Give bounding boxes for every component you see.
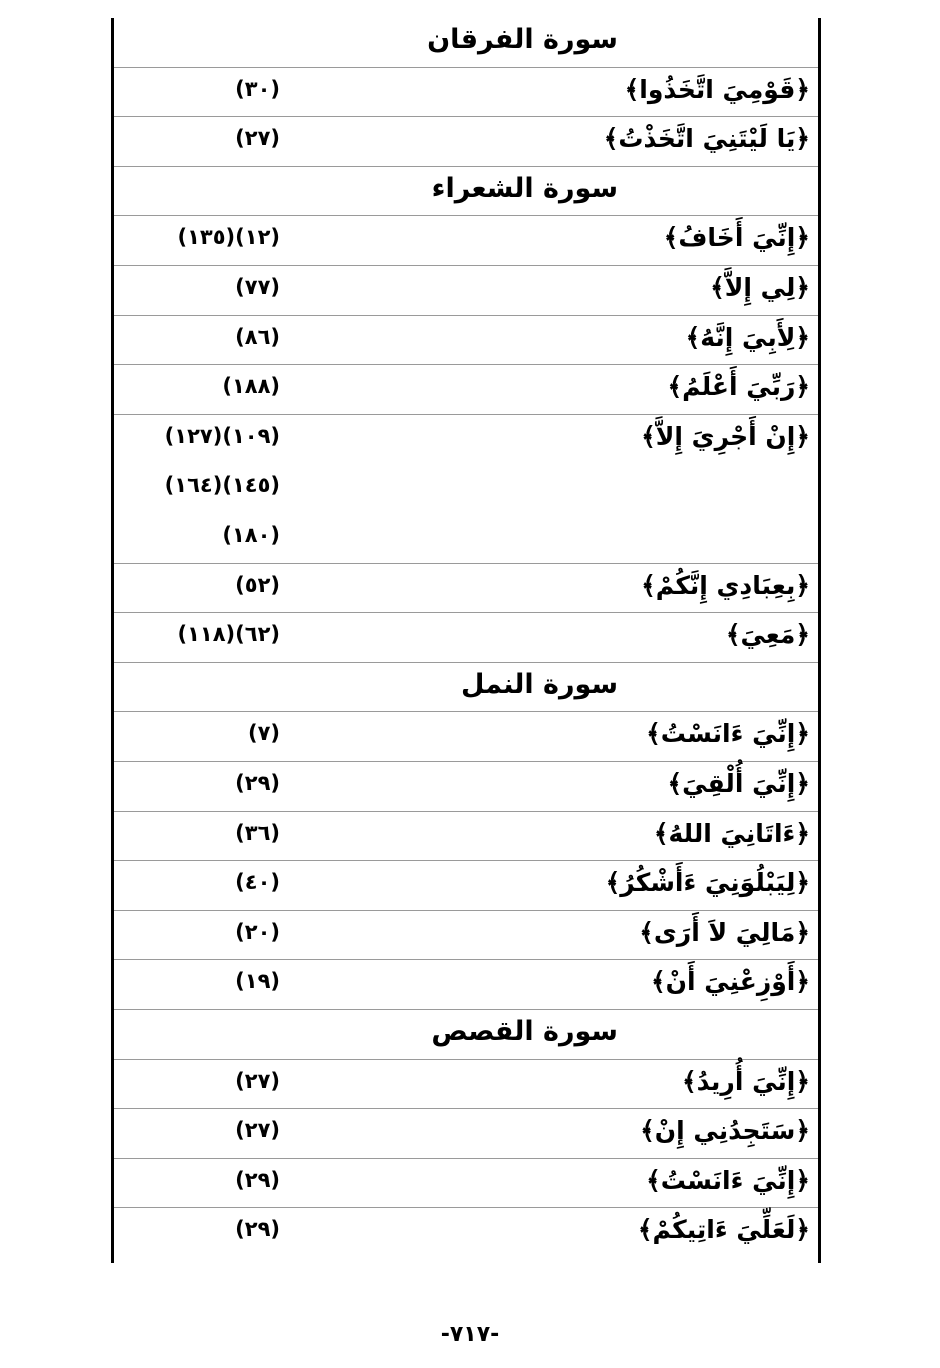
phrase-text: ﴿بِعِبَادِي إِنَّكُمْ﴾	[641, 570, 810, 600]
verse-references: (٢٩)	[235, 1217, 280, 1242]
verse-references: (٢٠)	[235, 919, 280, 944]
verse-references: (٣٠)	[235, 76, 280, 101]
phrase-text: ﴿قَوْمِيَ اتَّخَذُوا﴾	[624, 74, 810, 104]
table-row	[114, 1109, 818, 1159]
table-row	[114, 762, 818, 812]
phrase-text: ﴿لِي إِلاَّ﴾	[710, 273, 810, 302]
table-row	[114, 266, 818, 316]
verse-references: (١٩)	[235, 969, 280, 994]
verse-references: (١٨٠)	[222, 523, 280, 547]
table-row	[114, 613, 818, 663]
verse-references: (٢٧)	[235, 126, 280, 151]
verse-references: (٤٠)	[235, 870, 280, 895]
phrase-text: ﴿إِنِّيَ أُلْقِيَ﴾	[667, 769, 810, 798]
phrase-text: ﴿رَبِّيَ أَعْلَمُ﴾	[667, 372, 810, 402]
table-row	[114, 911, 818, 961]
verse-references: (٨٦)	[235, 324, 280, 349]
phrase-text: ﴿إِنِّيَ أَخَافُ﴾	[663, 223, 810, 253]
verse-references: (٧٧)	[235, 275, 280, 299]
surah-heading: سورة القصص	[431, 1016, 618, 1047]
table-row	[114, 464, 818, 514]
phrase-text: ﴿مَعِيَ﴾	[725, 620, 810, 650]
index-table-frame	[111, 18, 821, 1263]
table-row	[114, 960, 818, 1010]
phrase-text: ﴿لَعَلِّيَ ءَاتِيكُمْ﴾	[637, 1215, 810, 1245]
table-row	[114, 365, 818, 415]
phrase-text: ﴿إِنِّيَ ءَانَسْتُ﴾	[646, 719, 810, 749]
table-row	[114, 1208, 818, 1258]
phrase-text: ﴿إِنْ أَجْرِيَ إِلاَّ﴾	[641, 421, 810, 451]
phrase-text: ﴿إِنِّيَ ءَانَسْتُ﴾	[646, 1165, 810, 1195]
verse-references: (٧)	[247, 721, 280, 746]
table-row	[114, 316, 818, 366]
table-row	[114, 514, 818, 564]
phrase-text: ﴿لِأَبِيَ إِنَّهُ﴾	[685, 322, 810, 352]
surah-heading: سورة الشعراء	[431, 172, 618, 204]
table-row	[114, 564, 818, 614]
table-row	[114, 415, 818, 465]
phrase-text: ﴿لِيَبْلُوَنِيَ ءَأَشْكُرُ﴾	[605, 868, 810, 898]
verse-references: (٥٢)	[235, 572, 280, 597]
phrase-text: ﴿أَوْزِعْنِيَ أَنْ﴾	[651, 967, 810, 997]
surah-heading-row	[114, 663, 818, 713]
phrase-text: ﴿ءَاتَانِيَ اللهُ﴾	[653, 818, 810, 848]
verse-references: (٢٧)	[235, 1118, 280, 1143]
verse-references: (٢٩)	[235, 771, 280, 795]
phrase-text: ﴿مَالِيَ لاَ أَرَى﴾	[639, 917, 810, 947]
surah-heading: سورة الفرقان	[427, 24, 618, 55]
table-row	[114, 1060, 818, 1110]
table-row	[114, 117, 818, 167]
table-row	[114, 68, 818, 118]
phrase-text: ﴿يَا لَيْتَنِيَ اتَّخَذْتُ﴾	[603, 124, 810, 154]
verse-references: (١١٨)(٦٢)	[177, 622, 280, 647]
phrase-text: ﴿سَتَجِدُنِي إِنْ﴾	[640, 1116, 810, 1146]
table-row	[114, 861, 818, 911]
table-row	[114, 712, 818, 762]
verse-references: (١٢٧)(١٠٩)	[164, 423, 280, 448]
surah-heading: سورة النمل	[461, 668, 618, 700]
surah-heading-row	[114, 1010, 818, 1060]
verse-references: (٣٦)	[235, 820, 280, 845]
page-number: -٧١٧-	[440, 1322, 500, 1347]
verse-references: (١٦٤)(١٤٥)	[164, 473, 280, 498]
table-row	[114, 812, 818, 862]
surah-heading-row	[114, 167, 818, 217]
surah-heading-row	[114, 18, 818, 68]
verse-references: (٢٩)	[235, 1167, 280, 1192]
table-row	[114, 216, 818, 266]
verse-references: (١٣٥)(١٢)	[177, 225, 280, 250]
verse-references: (٢٧)	[235, 1068, 280, 1093]
table-row	[114, 1159, 818, 1209]
verse-references: (١٨٨)	[222, 374, 280, 399]
phrase-text: ﴿إِنِّيَ أُرِيدُ﴾	[681, 1066, 810, 1096]
